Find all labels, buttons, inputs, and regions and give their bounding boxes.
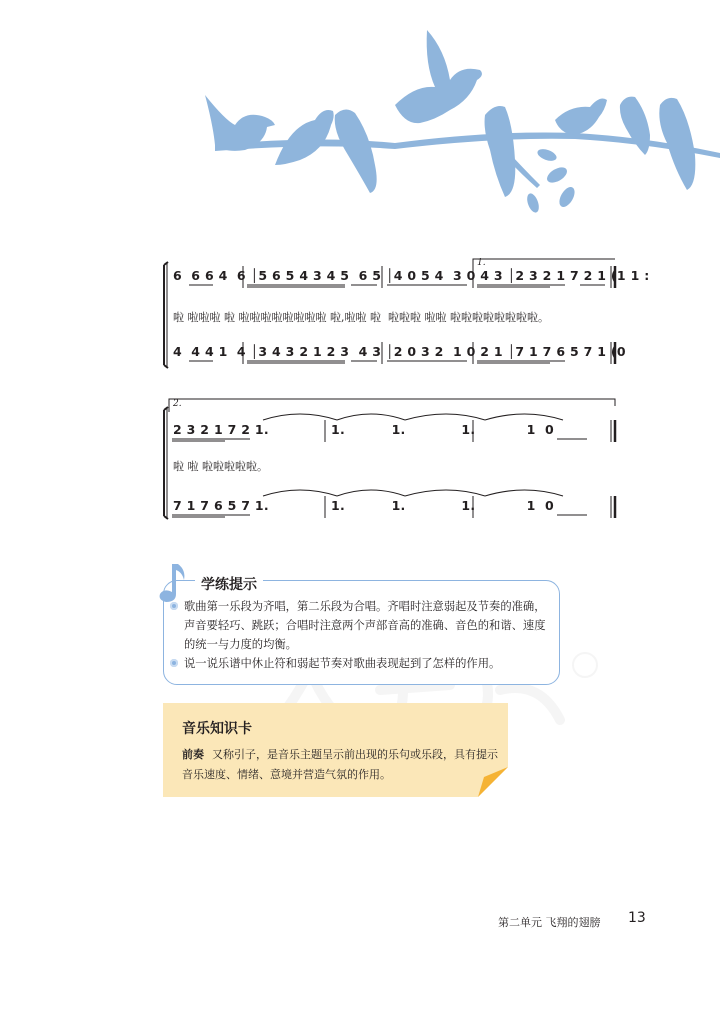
page-number: 13 <box>628 910 646 926</box>
lower-voice-tail: 1. 1. 1. 1 0 <box>331 498 554 513</box>
volta-1-label: 1. <box>477 258 486 268</box>
tip-item <box>170 597 555 654</box>
bullet-icon <box>170 659 178 667</box>
score-system-1 <box>155 258 650 373</box>
birds-on-branch-illustration <box>195 25 723 225</box>
lower-voice-notes: 4 4 4 1 4 │3 4 3 2 1 2 3 4 3 │2 0 3 2 1 0 2 1 │7 1 7 6 5 7 1 (0 <box>173 344 626 359</box>
practice-tips-title: 学练提示 <box>195 574 263 594</box>
tip-text: 歌曲第一乐段为齐唱，第二乐段为合唱。齐唱时注意弱起及节奏的准确，声音要轻巧、跳跃；合唱时注意两个声部音高的准确、音色的和谐、速度的统一与力度的均衡。 <box>184 600 546 651</box>
lyrics-line: 啦 啦 啦啦啦啦啦。 <box>173 460 268 473</box>
tip-item <box>170 654 555 673</box>
volta-2-label: 2. <box>173 399 182 409</box>
lower-voice-notes: 7 1 7 6 5 7 1. <box>173 498 269 513</box>
upper-voice-notes: 6 6 6 4 6 │5 6 5 4 3 4 5 6 5 │4 0 5 4 3 0 4 3 │2 3 2 1 7 2 1 (1 1 : <box>173 268 650 283</box>
music-knowledge-card-title: 音乐知识卡 <box>182 721 252 737</box>
music-knowledge-card-text <box>182 745 502 785</box>
term-label: 前奏 <box>182 748 204 761</box>
unit-title: 第二单元 飞翔的翅膀 <box>498 916 601 929</box>
lyrics-line: 啦 啦啦啦 啦 啦啦啦啦啦啦啦啦 啦,啦啦 啦 啦啦啦 啦啦 啦啦啦啦啦啦啦啦。 <box>173 311 549 324</box>
bullet-icon <box>170 602 178 610</box>
tip-text: 说一说乐谱中休止符和弱起节奏对歌曲表现起到了怎样的作用。 <box>184 657 501 670</box>
score-system-2 <box>155 398 625 523</box>
upper-voice-notes: 2 3 2 1 7 2 1. <box>173 422 269 437</box>
practice-tips-list <box>170 597 555 673</box>
upper-voice-tail: 1. 1. 1. 1 0 <box>331 422 554 437</box>
term-definition: 又称引子，是音乐主题呈示前出现的乐句或乐段，具有提示音乐速度、情绪、意境并营造气氛的作用。 <box>182 748 498 781</box>
